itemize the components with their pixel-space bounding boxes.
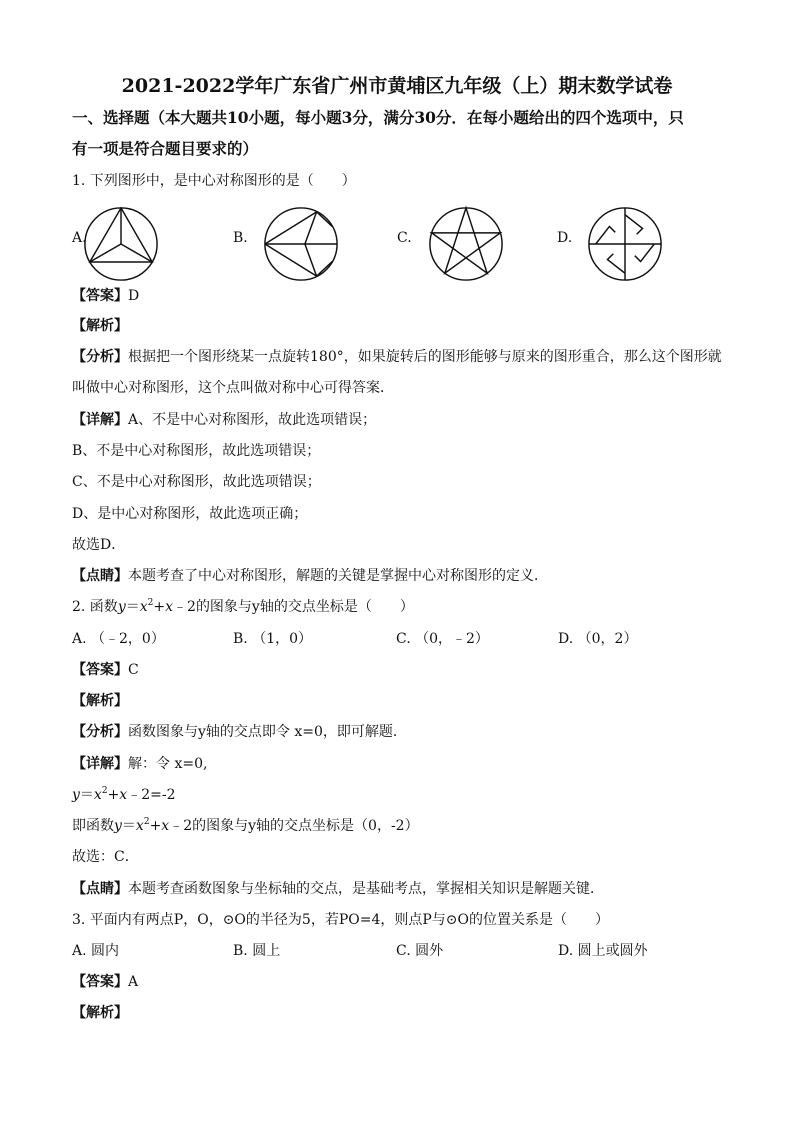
q3-option-d: D. 圆上或圆外 [558, 943, 648, 959]
q3-answer: 【答案】A [72, 974, 139, 990]
q1-answer: 【答案】D [72, 288, 140, 304]
q2-answer: 【答案】C [72, 662, 139, 678]
q1-detail-c: C、不是中心对称图形，故此选项错误； [72, 474, 321, 490]
q1-analysis-tag: 【解析】 [72, 318, 128, 334]
q1-dianjing: 【点睛】本题考查了中心对称图形，解题的关键是掌握中心对称图形的定义． [72, 568, 548, 584]
q3-option-a: A. 圆内 [72, 943, 120, 959]
q2-stem: 2. 函数$y=x^2+x﹣2$的图象与y轴的交点坐标是（ ） [72, 598, 414, 615]
q2-analysis-tag: 【解析】 [72, 693, 128, 709]
q1-detail-a: 【详解】A、不是中心对称图形，故此选项错误； [72, 412, 377, 428]
q1-figure-c [427, 205, 505, 283]
q2-equation: $y=x^2+x﹣2=-2$ [72, 786, 176, 803]
q1-option-a-label: A. [72, 230, 87, 246]
q1-detail-b: B、不是中心对称图形，故此选项错误； [72, 443, 321, 459]
q1-figure-a [82, 205, 160, 283]
section-heading-line1: 一、选择题（本大题共10小题，每小题3分，满分30分．在每小题给出的四个选项中，只 [72, 108, 684, 127]
q1-figure-d [586, 205, 664, 283]
q2-option-a: A. （﹣2，0） [72, 631, 165, 647]
section-heading-line2: 有一项是符合题目要求的） [72, 139, 259, 158]
q3-analysis-tag: 【解析】 [72, 1005, 128, 1021]
q3-option-c: C. 圆外 [396, 943, 444, 959]
q2-result: 即函数$y=x^2+x﹣2$的图象与y轴的交点坐标是（0，-2） [72, 817, 419, 834]
q2-detail: 【详解】解：令 x=0, [72, 756, 208, 772]
page-title: 2021-2022学年广东省广州市黄埔区九年级（上）期末数学试卷 [121, 75, 673, 97]
q2-option-b: B. （1，0） [233, 631, 313, 647]
q1-fenxi-line1: 【分析】根据把一个图形绕某一点旋转180°，如果旋转后的图形能够与原来的图形重合，那么这个图形就 [72, 349, 722, 365]
q1-figure-b [262, 205, 340, 283]
q2-option-d: D. （0，2） [558, 631, 638, 647]
q1-option-c-label: C. [397, 230, 412, 246]
q1-option-d-label: D. [557, 230, 573, 246]
q1-stem: 1. 下列图形中，是中心对称图形的是（ ） [72, 173, 356, 189]
q1-option-b-label: B. [233, 230, 248, 246]
q1-fenxi-line2: 叫做中心对称图形，这个点叫做对称中心可得答案． [72, 380, 394, 396]
q1-detail-d: D、是中心对称图形，故此选项正确； [72, 506, 308, 522]
q3-option-b: B. 圆上 [233, 943, 281, 959]
q2-option-c: C. （0，﹣2） [396, 631, 489, 647]
q3-stem: 3. 平面内有两点P，O，⊙O的半径为5，若PO=4，则点P与⊙O的位置关系是（ ） [72, 912, 609, 928]
q1-conclusion: 故选D． [72, 537, 126, 553]
q2-fenxi: 【分析】函数图象与y轴的交点即令 x=0，即可解题． [72, 724, 407, 740]
q2-dianjing: 【点睛】本题考查函数图象与坐标轴的交点，是基础考点，掌握相关知识是解题关键． [72, 881, 604, 897]
q2-conclusion: 故选：C． [72, 849, 139, 865]
